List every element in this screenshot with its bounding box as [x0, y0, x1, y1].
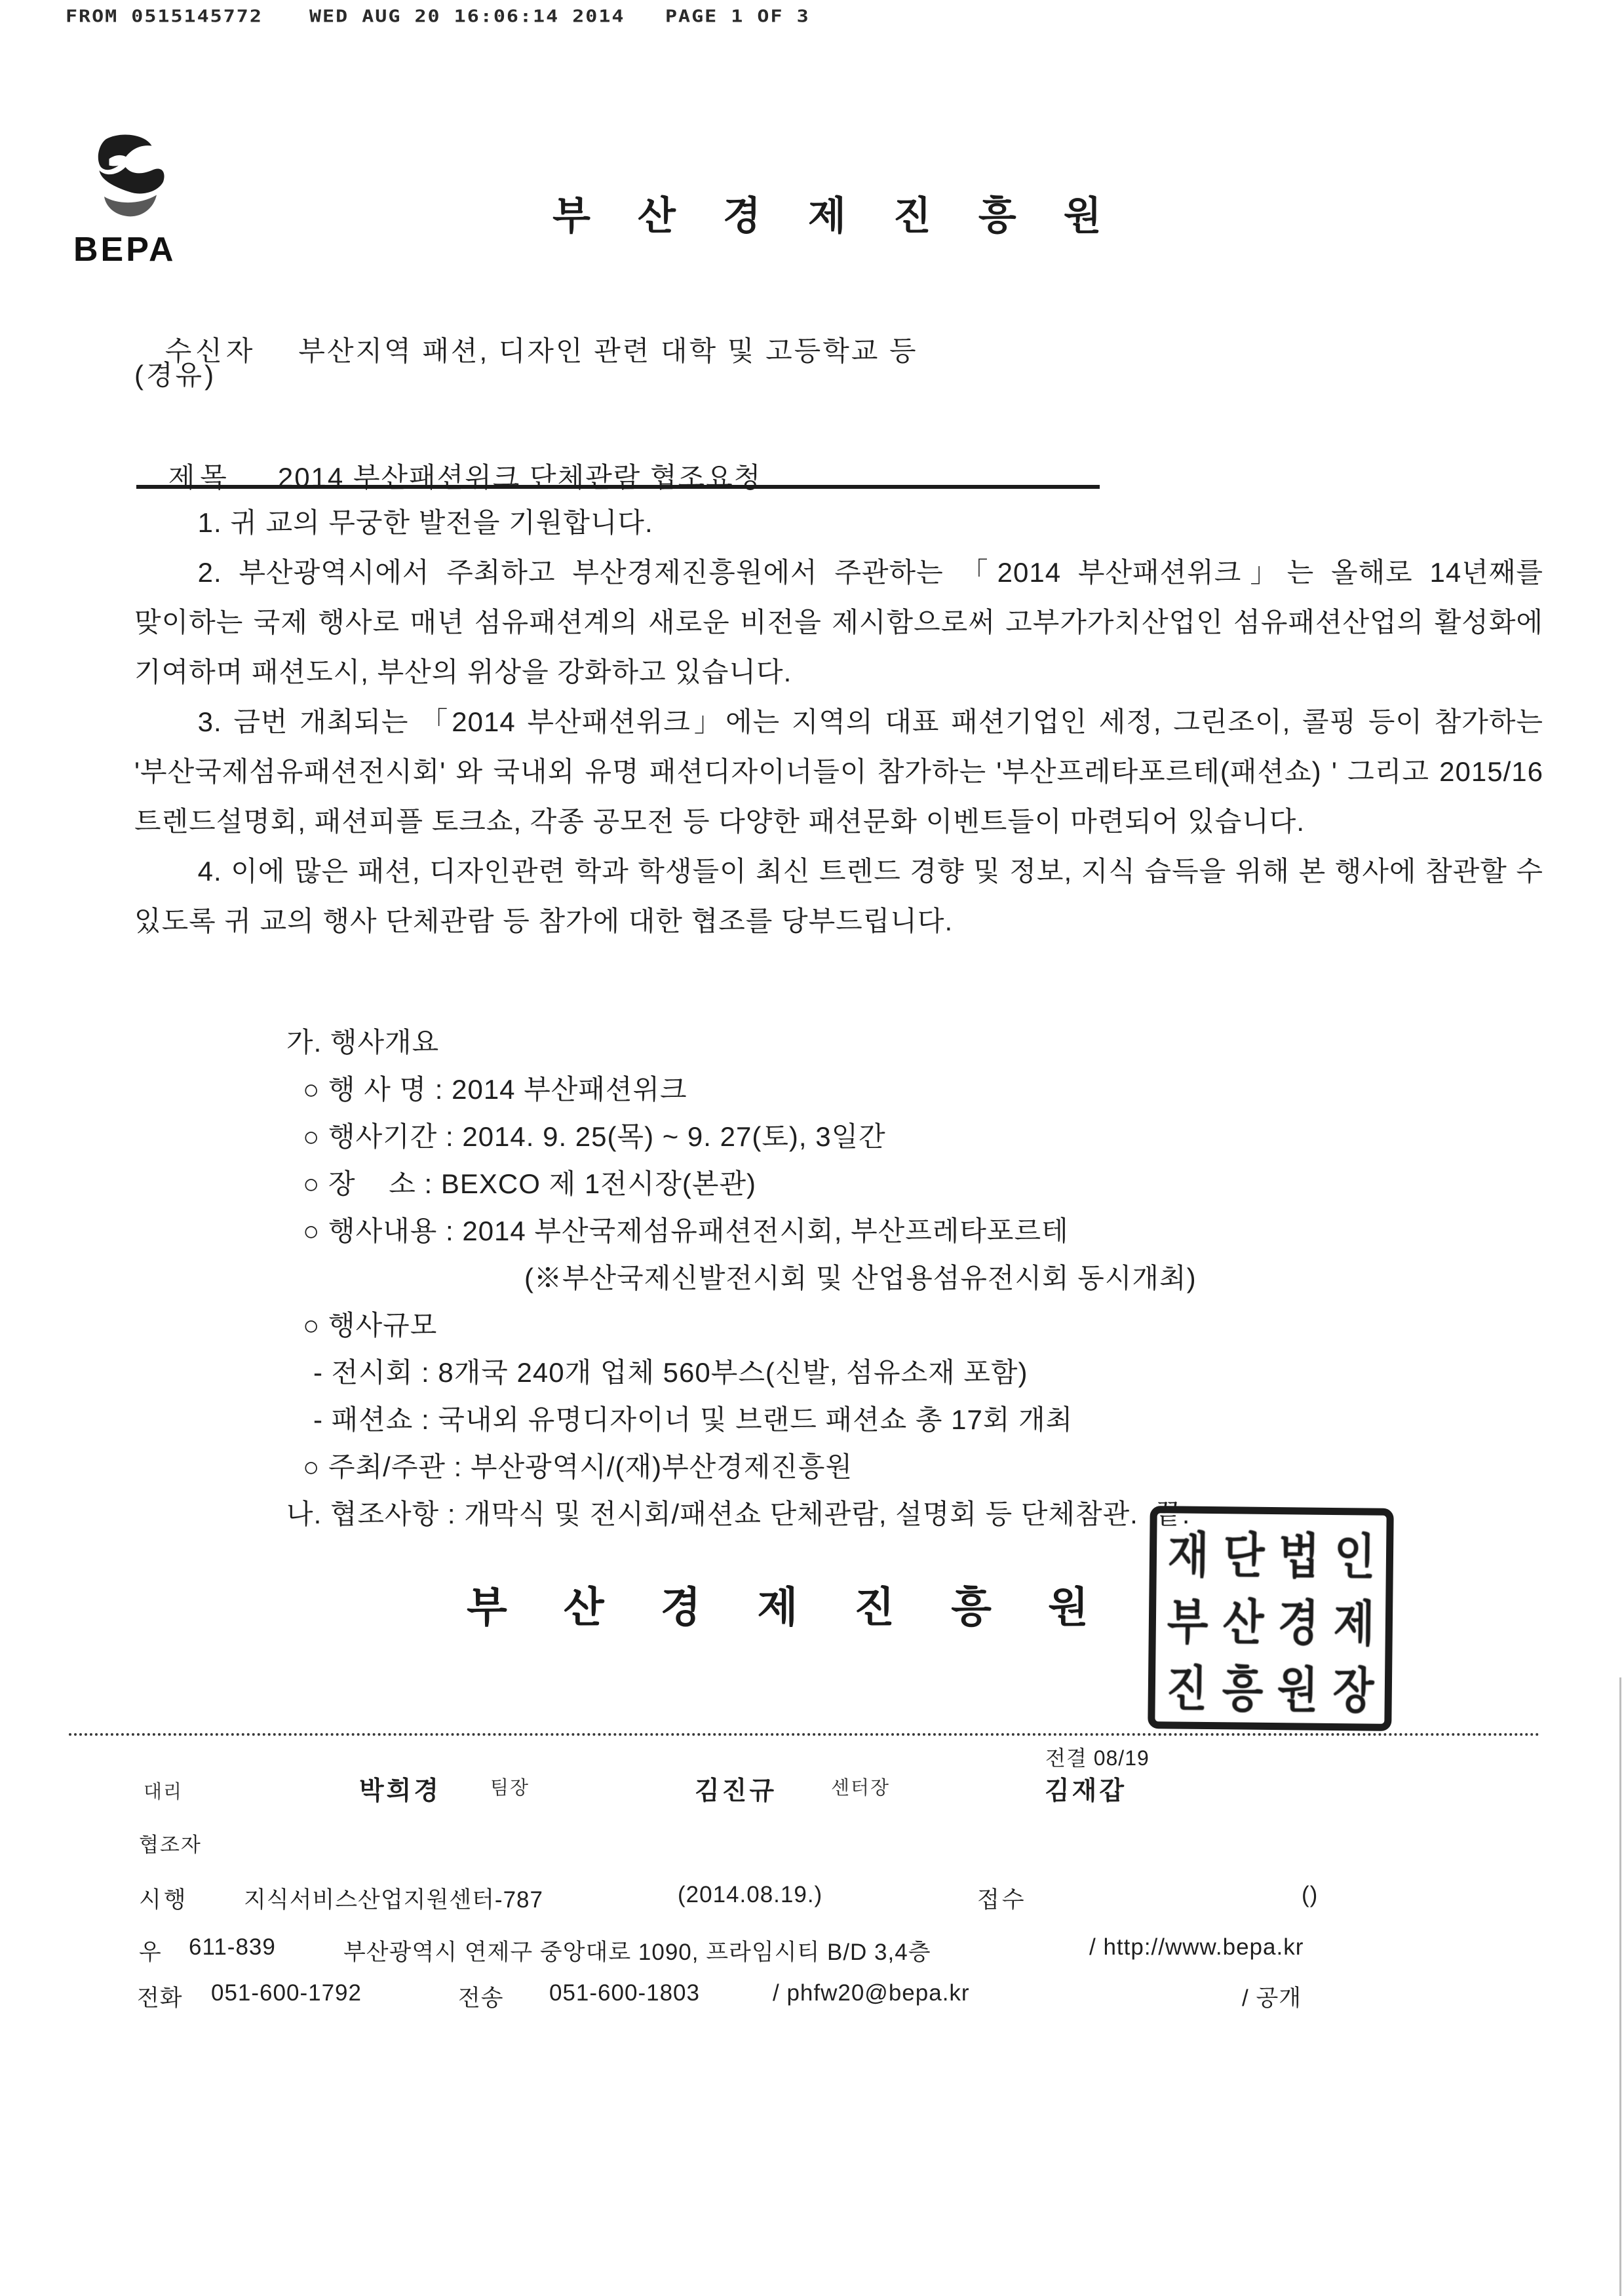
address: 부산광역시 연제구 중앙대로 1090, 프라임시티 B/D 3,4층: [343, 1940, 931, 1965]
email-address: / phfw20@bepa.kr: [773, 1980, 970, 2006]
seal-char: 부: [1167, 1592, 1209, 1651]
paragraph-3: 3. 금번 개최되는 「2014 부산패션위크」에는 지역의 대표 패션기업인 세정, 그린조이, 콜핑 등이 참가하는 '부산국제섬유패션전시회' 와 국내외 유명 패션디자이너들이 참가하는 '부산프레타포르테(패션쇼) ' 그리고 2015/16 트렌드설명회, 패션피플 토크쇼, 각종 공모전 등 다양한 패션문화 이벤트들이 마련되어 있습니다.: [134, 706, 1543, 837]
subject-value: 2014 부산패션위크 단체관람 협조요청: [277, 462, 762, 493]
event-name-item: ○ 행 사 명 : 2014 부산패션위크: [303, 1074, 687, 1105]
dotted-separator: [69, 1733, 1540, 1736]
cooperation-item: 나. 협조사항 : 개막식 및 전시회/패션쇼 단체관람, 설명회 등 단체참관. 끝.: [286, 1499, 1191, 1529]
approver-name-kimjingyu: 김진규: [695, 1777, 777, 1805]
subject-underline: [136, 485, 1100, 489]
disclosure-mark: / 공개: [1242, 1985, 1302, 2011]
fax-number: 051-600-1803: [549, 1980, 700, 2006]
seal-char: 단: [1222, 1526, 1265, 1584]
event-venue-item: ○ 장 소 : BEXCO 제 1전시장(본관): [303, 1168, 757, 1199]
fax-page-count: PAGE 1 OF 3: [665, 7, 810, 27]
seal-char: 인: [1333, 1527, 1376, 1586]
paragraph-1: 1. 귀 교의 무궁한 발전을 기원합니다.: [197, 507, 653, 538]
bepa-bird-icon: [81, 134, 180, 226]
tel-label: 전화: [137, 1985, 183, 2011]
subject-label: 제목: [168, 462, 232, 493]
document-number: 지식서비스산업지원센터-787: [244, 1887, 543, 1913]
fax-datetime: WED AUG 20 16:06:14 2014: [309, 7, 625, 27]
issue-date: (2014.08.19.): [678, 1882, 823, 1907]
event-outline: [286, 1019, 1564, 1538]
recipient-label: 수신자: [164, 335, 257, 366]
jeongyeol-note: 전결 08/19: [1045, 1746, 1150, 1770]
seal-char: 흥: [1221, 1660, 1264, 1718]
seal-char: 진: [1166, 1659, 1208, 1717]
approver-title-teamjang: 팀장: [490, 1778, 530, 1799]
postcode-label: 우: [139, 1940, 162, 1965]
signature-org-name: 부산경제진흥원: [467, 1584, 1145, 1631]
official-seal-stamp: [1148, 1506, 1394, 1731]
bepa-logo: [73, 134, 231, 269]
event-contents-note: (※부산국제신발전시회 및 산업용섬유전시회 동시개최): [524, 1263, 1197, 1293]
bepa-logo-text: BEPA: [73, 231, 176, 269]
seal-char: 제: [1332, 1594, 1375, 1653]
postcode: 611-839: [189, 1934, 276, 1960]
seal-char: 법: [1278, 1527, 1321, 1585]
scanner-edge-artifact: [1619, 1677, 1621, 2296]
body-text: [134, 498, 1543, 946]
event-host-item: ○ 주최/주관 : 부산광역시/(재)부산경제진흥원: [303, 1451, 853, 1482]
seal-char: 산: [1222, 1593, 1264, 1651]
jeopsu-value: (): [1302, 1882, 1319, 1907]
tel-number: 051-600-1792: [211, 1980, 362, 2006]
seal-char: 경: [1277, 1594, 1320, 1652]
event-exhibition-item: - 전시회 : 8개국 240개 업체 560부스(신발, 섬유소재 포함): [313, 1357, 1028, 1388]
seal-char: 장: [1332, 1661, 1374, 1719]
fax-label: 전송: [458, 1985, 504, 2011]
paragraph-2: 2. 부산광역시에서 주최하고 부산경제진흥원에서 주관하는 「2014 부산패션위크」는 올해로 14년째를 맞이하는 국제 행사로 매년 섬유패션계의 새로운 비전을 제시함으로써 고부가가치산업인 섬유패션산업의 활성화에 기여하며 패션도시, 부산의 위상을 강화하고 있습니다.: [134, 557, 1543, 687]
approver-title-daeri: 대리: [144, 1782, 184, 1803]
seal-char: 원: [1277, 1660, 1319, 1719]
event-scale-item: ○ 행사규모: [303, 1310, 438, 1341]
paragraph-4: 4. 이에 많은 패션, 디자인관련 학과 학생들이 최신 트렌드 경향 및 정보, 지식 습득을 위해 본 행사에 참관할 수 있도록 귀 교의 행사 단체관람 등 참가에 대한 협조를 당부드립니다.: [134, 856, 1543, 936]
approver-name-kimjaegap: 김재갑: [1045, 1777, 1127, 1805]
event-contents-item: ○ 행사내용 : 2014 부산국제섬유패션전시회, 부산프레타포르테: [303, 1215, 1069, 1246]
event-section-title: 가. 행사개요: [286, 1027, 440, 1058]
website-url: / http://www.bepa.kr: [1089, 1934, 1304, 1960]
approver-name-park: 박희경: [359, 1777, 442, 1805]
agency-title: 부산경제진흥원: [552, 194, 1149, 238]
via-label: (경유): [134, 360, 217, 391]
event-fashionshow-item: - 패션쇼 : 국내외 유명디자이너 및 브랜드 패션쇼 총 17회 개최: [313, 1404, 1073, 1435]
recipient-row: [134, 298, 918, 400]
fax-from-number: FROM 0515145772: [66, 7, 263, 27]
seal-char: 재: [1167, 1525, 1210, 1584]
cooperator-label: 협조자: [139, 1833, 202, 1856]
approver-title-center: 센터장: [831, 1778, 891, 1799]
jeopsu-label: 접수: [977, 1887, 1027, 1913]
recipient-value: 부산지역 패션, 디자인 관련 대학 및 고등학교 등: [298, 335, 918, 366]
event-period-item: ○ 행사기간 : 2014. 9. 25(목) ~ 9. 27(토), 3일간: [303, 1121, 886, 1152]
sihaeng-label: 시행: [139, 1887, 189, 1913]
